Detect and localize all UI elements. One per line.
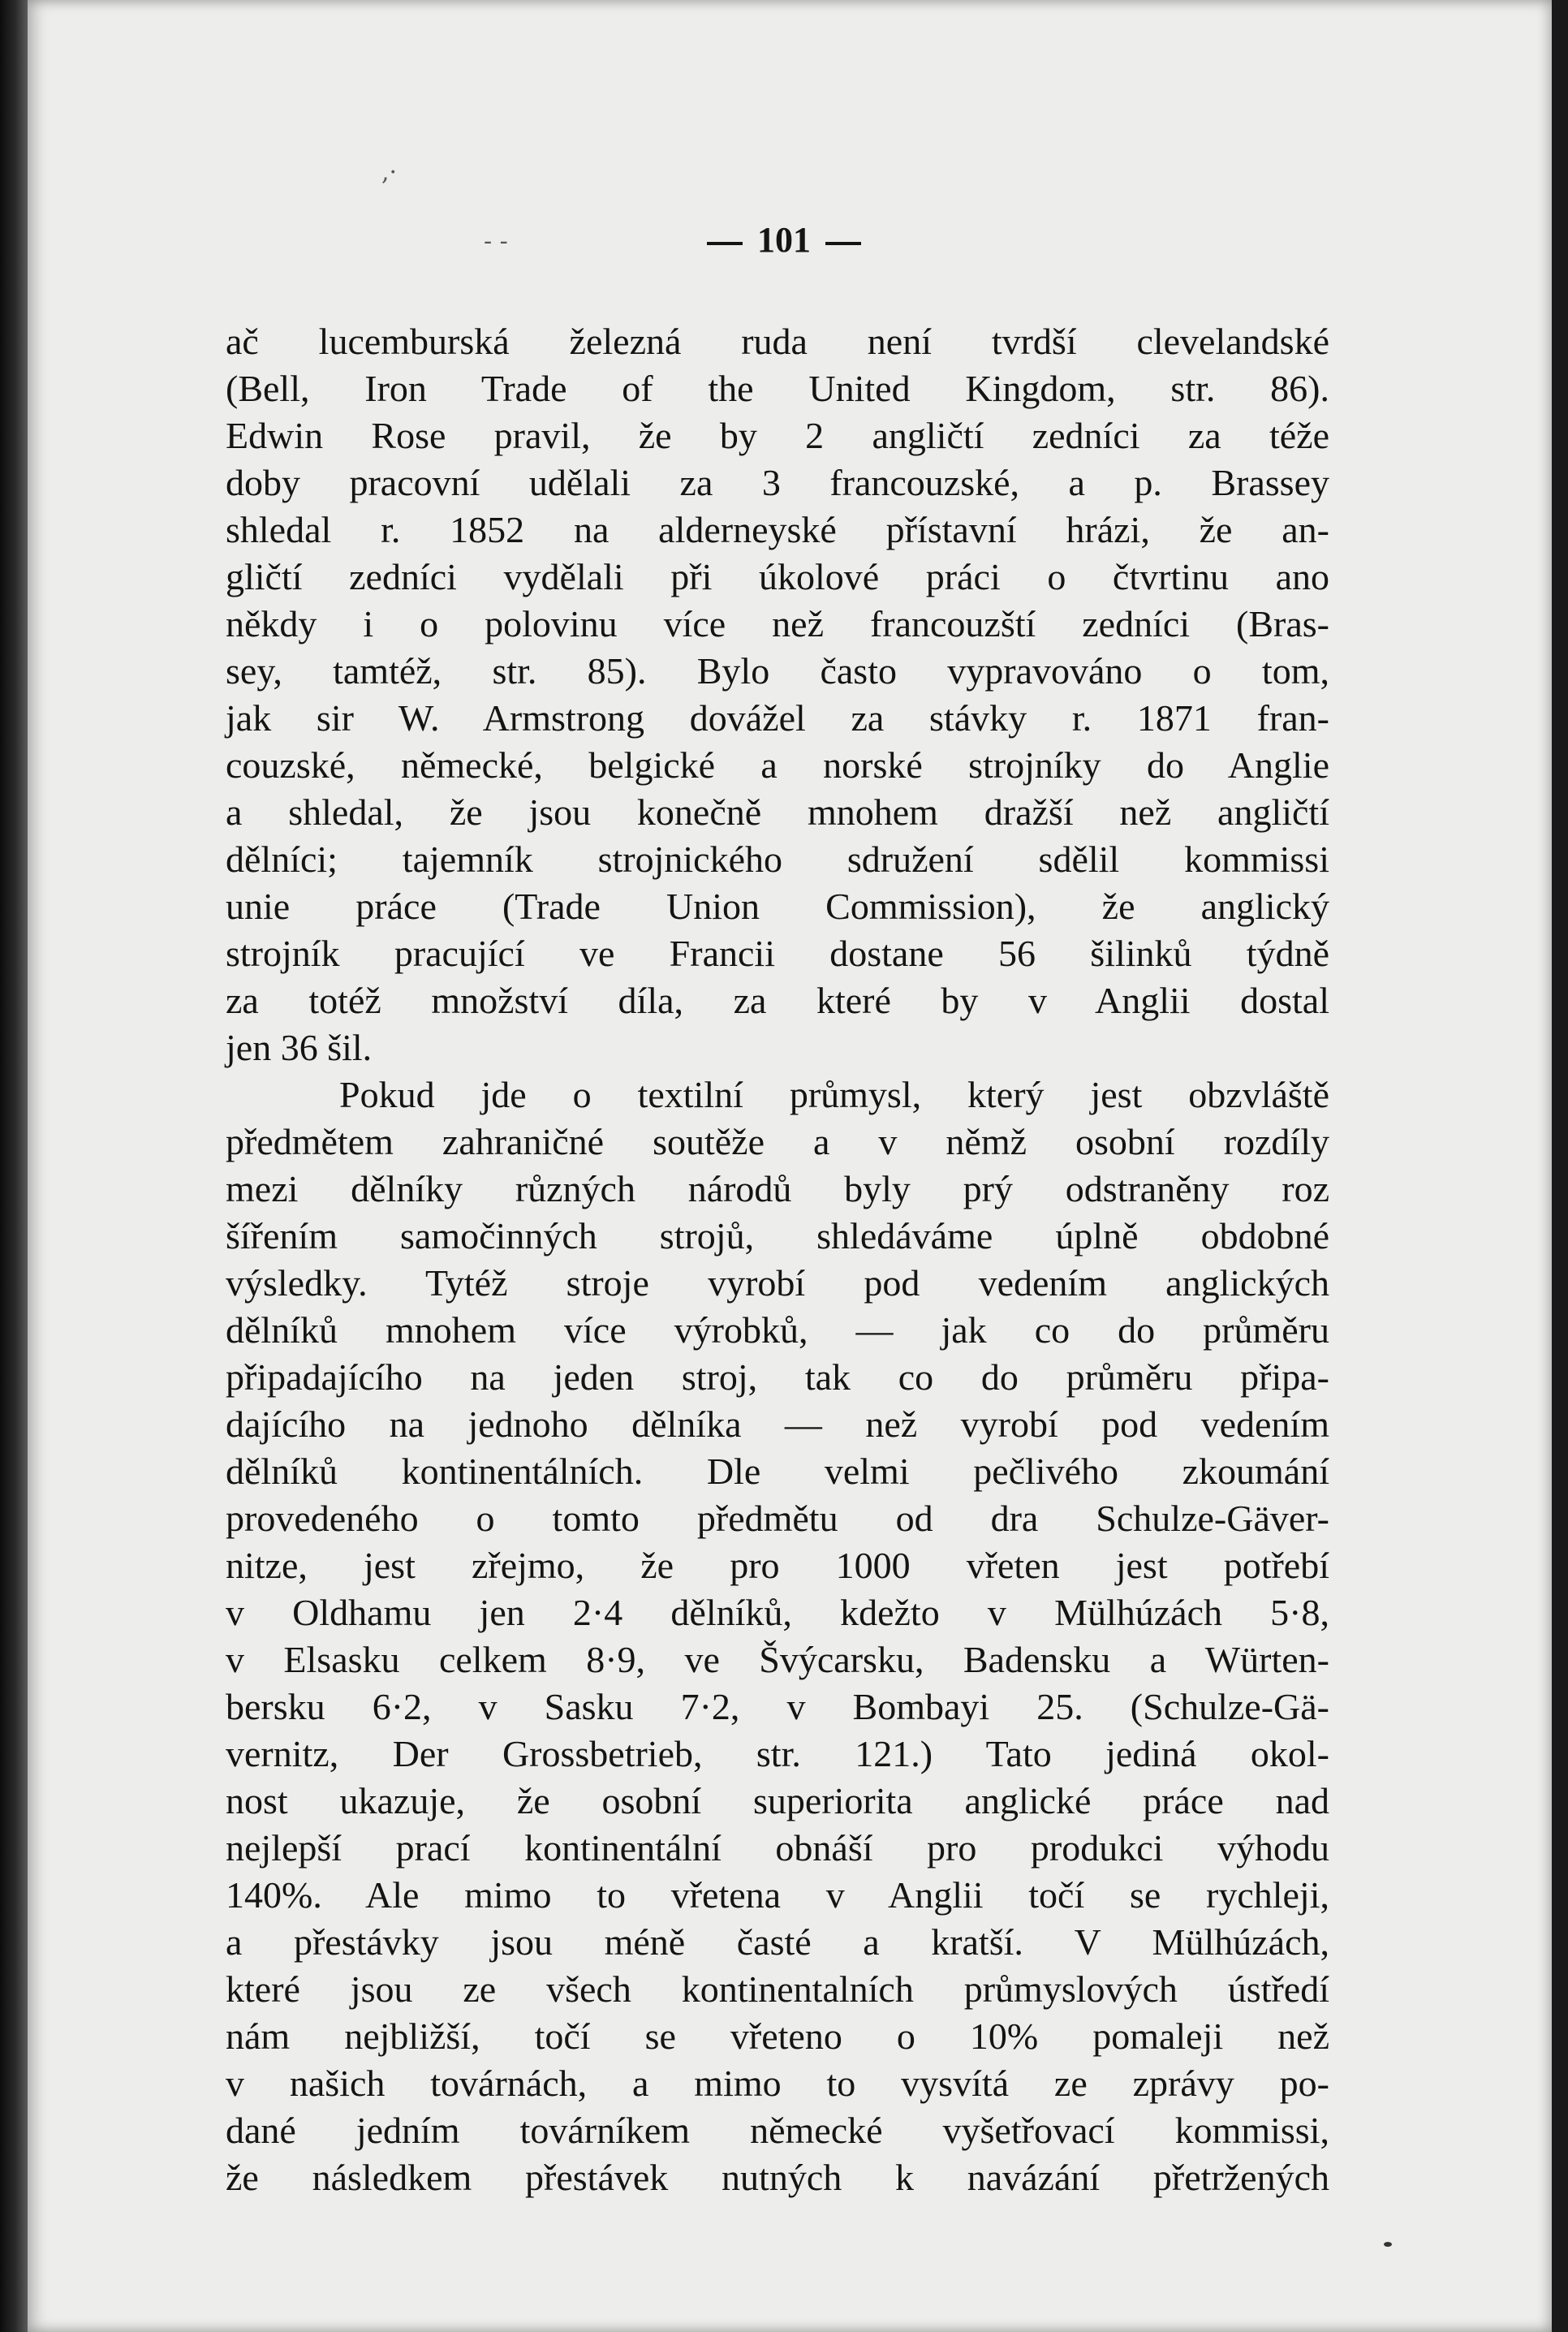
text-line: nitze, jest zřejmo, že pro 1000 vřeten jest potřebí	[226, 1545, 1329, 1586]
text-line: předmětem zahraničné soutěže a v němž osobní rozdíly	[226, 1121, 1329, 1162]
text-line: v našich továrnách, a mimo to vysvítá ze zprávy po-	[226, 2063, 1329, 2104]
text-line: dajícího na jednoho dělníka — než vyrobí pod vedením	[226, 1403, 1329, 1445]
text-line: couzské, německé, belgické a norské strojníky do Anglie	[226, 744, 1329, 786]
text-line: nejlepší prací kontinentální obnáší pro produkci výhodu	[226, 1827, 1329, 1869]
text-line: a přestávky jsou méně časté a kratší. V Mülhúzách,	[226, 1921, 1329, 1963]
text-line: (Bell, Iron Trade of the United Kingdom, str. 86).	[226, 368, 1329, 409]
header-dash-right	[825, 242, 861, 245]
text-line: sey, tamtéž, str. 85). Bylo často vypravováno o tom,	[226, 650, 1329, 692]
text-line: a shledal, že jsou konečně mnohem dražší než angličtí	[226, 791, 1329, 833]
text-line: v Elsasku celkem 8·9, ve Švýcarsku, Badensku a Würten-	[226, 1639, 1329, 1680]
text-line: které jsou ze všech kontinentalních průmyslových ústředí	[226, 1968, 1329, 2010]
page-number: 101	[757, 220, 811, 260]
ink-speck	[1384, 2242, 1392, 2247]
text-line: v Oldhamu jen 2·4 dělníků, kdežto v Mülhúzách 5·8,	[226, 1592, 1329, 1633]
book-spine-shadow	[0, 0, 28, 2332]
text-line: dělníků mnohem více výrobků, — jak co do průměru	[226, 1309, 1329, 1351]
header-dash-left	[707, 242, 743, 245]
text-line: 140%. Ale mimo to vřetena v Anglii točí se rychleji,	[226, 1874, 1329, 1916]
text-line: jen 36 šil.	[226, 1027, 373, 1068]
text-line: připadajícího na jeden stroj, tak co do průměru připa-	[226, 1356, 1329, 1398]
text-line: někdy i o polovinu více než francouzští zedníci (Bras-	[226, 603, 1329, 644]
text-line: nost ukazuje, že osobní superiorita anglické práce nad	[226, 1780, 1329, 1821]
text-line: výsledky. Tytéž stroje vyrobí pod vedením anglických	[226, 1262, 1329, 1304]
text-line: nám nejbližší, točí se vřeteno o 10% pomaleji než	[226, 2015, 1329, 2057]
text-line-paragraph-start: Pokud jde o textilní průmysl, který jest obzvláště	[339, 1074, 1329, 1115]
text-line: mezi dělníky různých národů byly prý odstraněny roz	[226, 1168, 1329, 1209]
text-line: za totéž množství díla, za které by v Anglii dostal	[226, 980, 1329, 1021]
text-line: Edwin Rose pravil, že by 2 angličtí zedníci za téže	[226, 415, 1329, 456]
text-line: doby pracovní udělali za 3 francouzské, a p. Brassey	[226, 462, 1329, 503]
text-line: že následkem přestávek nutných k navázání přetržených	[226, 2157, 1329, 2198]
text-line: ač lucemburská železná ruda není tvrdší clevelandské	[226, 321, 1329, 362]
ink-speck: - -	[484, 227, 508, 256]
text-line: vernitz, Der Grossbetrieb, str. 121.) Tato jediná okol-	[226, 1733, 1329, 1774]
text-line: strojník pracující ve Francii dostane 56 šilinků týdně	[226, 933, 1329, 974]
text-line: dané jedním továrníkem německé vyšetřovací kommissi,	[226, 2110, 1329, 2151]
text-line: unie práce (Trade Union Commission), že anglický	[226, 886, 1329, 927]
page-header	[0, 219, 1568, 261]
page-body	[226, 318, 1329, 2201]
text-line: gličtí zedníci vydělali při úkolové práci o čtvrtinu ano	[226, 556, 1329, 597]
text-line: šířením samočinných strojů, shledáváme úplně obdobné	[226, 1215, 1329, 1257]
text-line: provedeného o tomto předmětu od dra Schulze-Gäver-	[226, 1498, 1329, 1539]
ink-speck: ,·	[381, 158, 398, 187]
text-line: jak sir W. Armstrong dovážel za stávky r. 1871 fran-	[226, 697, 1329, 739]
text-line: dělníci; tajemník strojnického sdružení sdělil kommissi	[226, 838, 1329, 880]
text-line: bersku 6·2, v Sasku 7·2, v Bombayi 25. (Schulze-Gä-	[226, 1686, 1329, 1727]
text-line: dělníků kontinentálních. Dle velmi pečlivého zkoumání	[226, 1450, 1329, 1492]
text-line: shledal r. 1852 na alderneyské přístavní hrázi, že an-	[226, 509, 1329, 550]
